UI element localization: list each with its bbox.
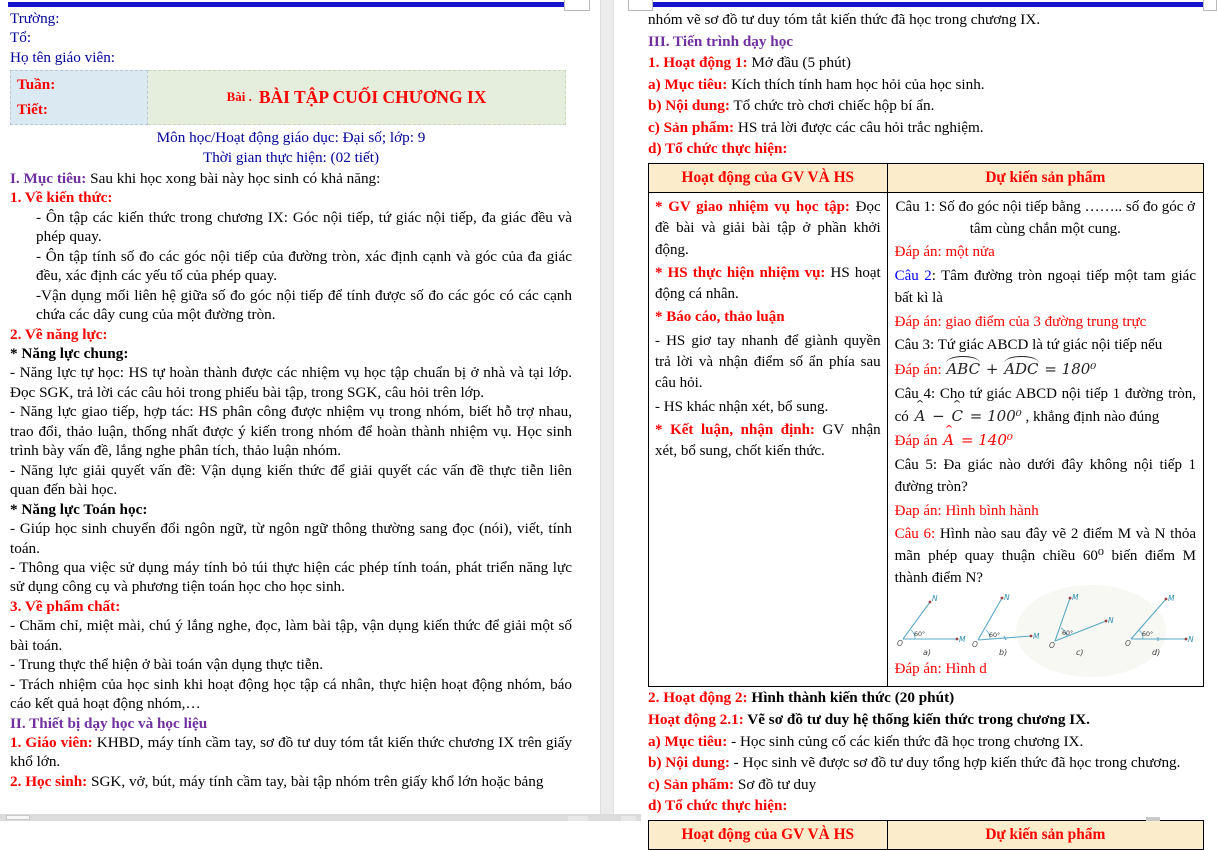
body-paragraph: nhóm vẽ sơ đồ tư duy tóm tắt kiến thức đã học trong chương IX.: [648, 11, 1041, 28]
svg-text:60°: 60°: [1142, 630, 1154, 638]
answer-5: Đap án: Hình bình hành: [894, 502, 1039, 519]
heading-label: I. Mục tiêu:: [10, 169, 87, 187]
svg-text:N: N: [1107, 615, 1114, 625]
rotation-figure-c: [1048, 593, 1120, 657]
body-paragraph: -Vận dụng mối liên hệ giữa số đo góc nội tiếp để tính được số đo các góc có các cạnh chứa các dây cung của một đường tròn.: [36, 286, 572, 324]
body-paragraph: [10, 733, 572, 772]
body-paragraph: [648, 95, 1204, 117]
svg-text:N: N: [1004, 592, 1010, 602]
body-text: SGK, vở, bút, máy tính cầm tay, bài tập nhóm trên giấy khổ lớn hoặc bảng: [87, 772, 544, 790]
body-text: - Học sinh vẽ được sơ đồ tư duy tổng hợp kiến thức đã học trong chương.: [729, 754, 1181, 772]
table-header-gv-hs: Hoạt động của GV VÀ HS: [649, 164, 888, 193]
step-label: * Báo cáo, thảo luận: [655, 309, 785, 326]
section-heading: [10, 188, 572, 207]
section-heading: [10, 325, 572, 344]
body-paragraph: - Ôn tập các kiến thức trong chương IX: Góc nội tiếp, tứ giác nội tiếp, đa giác đều và phép quay.: [36, 208, 572, 246]
body-paragraph: [648, 731, 1204, 753]
svg-text:N: N: [1188, 634, 1194, 644]
answer-1: Đáp án: một nửa: [894, 244, 995, 261]
step-label: * HS thực hiện nhiệm vụ:: [655, 264, 826, 281]
heading-label: 1. Về kiến thức:: [10, 189, 113, 207]
svg-text:60°: 60°: [1061, 629, 1073, 637]
svg-text:c): c): [1075, 647, 1084, 657]
table-header-du-kien: Dự kiến sản phẩm: [887, 820, 1203, 849]
heading-label: * Năng lực Toán học:: [10, 500, 148, 518]
page-gap-divider: [600, 0, 614, 821]
heading-label: 1. Giáo viên:: [10, 734, 93, 752]
svg-text:a): a): [922, 647, 931, 657]
question-label: Câu 6:: [894, 526, 936, 543]
step-text: HS hoạt động cá nhân.: [655, 264, 881, 303]
table-header-row: [649, 164, 1204, 193]
question-1: Câu 1: Số đo góc nội tiếp bằng …….. số đo góc ở tâm cùng chắn một cung.: [895, 198, 1196, 237]
svg-text:O: O: [896, 638, 903, 648]
body-text: - Học sinh củng cố các kiến thức đã học trong chương IX.: [727, 732, 1084, 750]
horizontal-scrollbar-thumb[interactable]: [6, 815, 30, 820]
group-label: Tổ:: [10, 29, 32, 47]
angle-formula: A ˆ = 140⁰: [941, 431, 1013, 449]
activity-heading: [648, 709, 1204, 731]
svg-text:M: M: [1071, 592, 1079, 602]
teacher-label: Họ tên giáo viên:: [10, 48, 116, 66]
body-text: Tổ chức trò chơi chiếc hộp bí ẩn.: [729, 97, 935, 115]
heading-label: c) Sản phẩm:: [648, 775, 735, 793]
heading-label: b) Nội dung:: [648, 97, 730, 115]
heading-label: 3. Về phẩm chất:: [10, 597, 121, 615]
step-label: * GV giao nhiệm vụ học tập:: [655, 198, 850, 215]
section-heading: [10, 714, 572, 733]
table-body-row: [649, 192, 1204, 687]
scrollbar-fragment: [568, 816, 588, 821]
body-paragraph: - Trách nhiệm của học sinh khi hoạt động học tập cá nhân, thực hiện hoạt động nhóm, báo cáo kết quả hoạt động nhóm,…: [10, 675, 572, 713]
body-text: Vẽ sơ đồ tư duy hệ thống kiến thức trong chương IX.: [743, 711, 1090, 728]
answer-6: Đáp án: Hình d: [894, 660, 987, 677]
body-paragraph: - Thông qua việc sử dụng máy tính bỏ túi thực hiện các phép tính toán, phát triển năng lực sử dụng công cụ và phương tiện toán học cho học sinh.: [10, 558, 572, 596]
body-paragraph: - Giúp học sinh chuyển đổi ngôn ngữ, từ ngôn ngữ thông thường sang đọc (nói), viết, tính toán.: [10, 520, 572, 557]
body-paragraph: [648, 795, 1204, 817]
svg-text:O: O: [1048, 640, 1055, 650]
gv-step: [655, 263, 881, 306]
activity2-table: [648, 820, 1204, 850]
body-paragraph: - Chăm chỉ, miệt mài, chú ý lắng nghe, đọc, làm bài tập, vận dụng kiến thức để giải một số bài toán.: [10, 617, 572, 654]
body-text: KHBD, máy tính cầm tay, sơ đồ tư duy tóm tắt kiến thức chương IX trên giấy khổ lớn.: [10, 734, 573, 771]
answer-3: [895, 359, 1196, 382]
question-4: [895, 384, 1196, 429]
heading-label: d) Tổ chức thực hiện:: [648, 140, 788, 158]
activity-heading: [648, 52, 1204, 74]
scrollbar-fragment: [621, 816, 636, 821]
gv-step: [655, 197, 881, 261]
page-top-border-right: [652, 2, 1204, 7]
question-3: Câu 3: Tứ giác ABCD là tứ giác nội tiếp nếu: [894, 337, 1163, 354]
body-paragraph: [648, 774, 1204, 796]
body-paragraph: [648, 117, 1204, 139]
body-paragraph: [10, 772, 572, 791]
heading-label: 2. Học sinh:: [10, 772, 88, 790]
svg-text:M: M: [1033, 631, 1040, 641]
body-text: Hình thành kiến thức (20 phút): [747, 689, 955, 707]
gv-step: [655, 420, 881, 463]
svg-text:N: N: [931, 593, 938, 603]
body-paragraph: [648, 138, 1204, 160]
body-paragraph: [648, 752, 1204, 774]
section-heading: [10, 169, 572, 188]
heading-label: a) Mục tiêu:: [648, 75, 728, 93]
page-edge-notch: [564, 0, 590, 11]
svg-text:O: O: [972, 639, 978, 649]
activity1-table: [648, 163, 1204, 687]
heading-label: b) Nội dung:: [648, 754, 730, 772]
body-paragraph: - Năng lực tự học: HS tự hoàn thành được các nhiệm vụ học tập chuẩn bị ở nhà và tại lớp. Đọc SGK, trả lời các câu hỏi trong phiếu bài tập, trong SGK, câu hỏi trên lớp.: [10, 364, 572, 401]
section-heading: [10, 500, 572, 519]
heading-label: a) Mục tiêu:: [648, 732, 728, 750]
period-label: Tiết:: [17, 100, 48, 118]
lesson-prefix: Bài .: [226, 89, 252, 105]
heading-label: 2. Về năng lực:: [10, 325, 108, 343]
svg-text:O: O: [1125, 638, 1131, 648]
heading-label: II. Thiết bị dạy học và học liệu: [10, 714, 208, 732]
answer-2: Đáp án: giao điểm của 3 đường trung trực: [894, 313, 1147, 330]
document-page-right: [614, 0, 1217, 843]
page-top-border-left: [8, 2, 586, 7]
heading-label: d) Tổ chức thực hiện:: [648, 797, 788, 815]
lesson-title-cell: [148, 70, 566, 125]
lesson-header-table: [10, 70, 566, 125]
body-paragraph: - Năng lực giao tiếp, hợp tác: HS phân công được nhiệm vụ trong nhóm, biết hỗ trợ nhau, trao đổi, thảo luận, thống nhất được ý kiến trong nhóm để hoàn thành nhiệm vụ. Học sinh trình bày vấn đề, lắng nghe phân tích, thảo luận nhóm.: [10, 403, 572, 460]
svg-text:b): b): [999, 647, 1008, 657]
heading-label: * Năng lực chung:: [10, 344, 129, 362]
body-paragraph: [648, 74, 1204, 96]
subject-line: Môn học/Hoạt động giáo dục: Đại số; lớp: 9: [156, 128, 426, 146]
heading-label: III. Tiến trình dạy học: [648, 32, 794, 50]
question-label: Câu 2: [894, 268, 932, 285]
page-edge-notch: [1203, 0, 1217, 11]
table-header-row: [649, 820, 1204, 849]
body-text: HS trả lời được các câu hỏi trắc nghiệm.: [734, 118, 984, 136]
body-text: Sau khi học xong bài này học sinh có khả năng:: [86, 169, 381, 187]
week-period-cell: [10, 70, 148, 125]
lesson-title: BÀI TẬP CUỐI CHƯƠNG IX: [258, 87, 487, 108]
svg-text:60°: 60°: [989, 631, 1001, 639]
rotation-figure-d: [1124, 593, 1196, 657]
body-text: Mở đầu (5 phút): [747, 54, 851, 72]
svg-text:M: M: [958, 634, 966, 644]
question-text: Hình nào sau đây vẽ 2 điểm M và N thỏa mãn phép quay thuận chiều 60⁰ biến điểm M thành điểm N?: [894, 526, 1196, 586]
rotation-figure-b: [971, 593, 1043, 657]
heading-label: c) Sản phẩm:: [648, 118, 735, 136]
question-text: Câu 4: Cho tứ giác ABCD nội tiếp 1 đường tròn, có: [894, 385, 1196, 425]
answer-4: [895, 430, 1196, 453]
du-kien-cell: [887, 192, 1203, 687]
step-text: Đọc đề bài và giải bài tập ở phần khởi động.: [655, 198, 881, 258]
gv-step: [655, 307, 881, 328]
activity-heading: [648, 687, 1204, 709]
heading-label: 1. Hoạt động 1:: [648, 54, 748, 72]
scrollbar-fragment: [1146, 817, 1160, 821]
week-label: Tuần:: [17, 76, 56, 94]
heading-label: 2. Hoạt động 2:: [648, 689, 748, 707]
rotation-figures: [895, 593, 1196, 657]
body-paragraph: - Trung thực thể hiện ở bài toán vận dụng thực tiễn.: [10, 656, 324, 674]
question-text: : Tâm đường tròn ngoại tiếp một tam giác bất kì là: [894, 268, 1196, 306]
heading-label: Hoạt động 2.1:: [648, 711, 744, 728]
school-label: Trường:: [10, 10, 60, 27]
section-heading: [648, 31, 1204, 53]
answer-label: Đáp án: [894, 433, 942, 450]
page-edge-notch: [628, 0, 653, 11]
table-header-du-kien: Dự kiến sản phẩm: [887, 164, 1203, 193]
question-2: [895, 266, 1196, 310]
document-page-left: [0, 0, 600, 814]
body-text: Sơ đồ tư duy: [734, 775, 817, 793]
rotation-figure-a: [895, 593, 967, 657]
answer-label: Đáp án:: [894, 362, 942, 379]
svg-text:d): d): [1152, 647, 1161, 657]
table-header-gv-hs: Hoạt động của GV VÀ HS: [649, 820, 888, 849]
gv-hs-cell: [649, 192, 888, 687]
svg-text:M: M: [1168, 593, 1175, 603]
gv-step: - HS khác nhận xét, bổ sung.: [655, 398, 829, 415]
section-heading: [10, 344, 572, 363]
gv-step: - HS giơ tay nhanh để giành quyền trả lời và nhận điểm số ẩn phía sau câu hỏi.: [655, 332, 881, 392]
angle-formula: A ˆ − C ˆ = 100⁰: [913, 407, 1022, 425]
step-text: GV nhận xét, bổ sung, chốt kiến thức.: [655, 421, 881, 460]
horizontal-scrollbar[interactable]: [0, 814, 641, 821]
duration-line: Thời gian thực hiện: (02 tiết): [202, 149, 380, 167]
question-5: Câu 5: Đa giác nào dưới đây không nội tiếp 1 đường tròn?: [894, 457, 1196, 495]
angle-formula: ABC + ADC = 180⁰: [945, 360, 1096, 378]
step-label: * Kết luận, nhận định:: [655, 421, 815, 438]
question-6: [895, 524, 1196, 589]
svg-text:60°: 60°: [913, 630, 925, 638]
body-text: Kích thích tính ham học hỏi của học sinh.: [727, 75, 985, 93]
body-paragraph: - Ôn tập tính số đo các góc nội tiếp của đường tròn, xác định cạnh và góc của đa giác đều, xác định các yếu tố của phép quay.: [36, 247, 572, 285]
question-text: , khẳng định nào đúng: [1021, 408, 1160, 425]
section-heading: [10, 597, 572, 616]
body-paragraph: - Năng lực giải quyết vấn đề: Vận dụng kiến thức để giải quyết các vấn đề thực tiễn liên quan đến bài học.: [10, 461, 572, 499]
